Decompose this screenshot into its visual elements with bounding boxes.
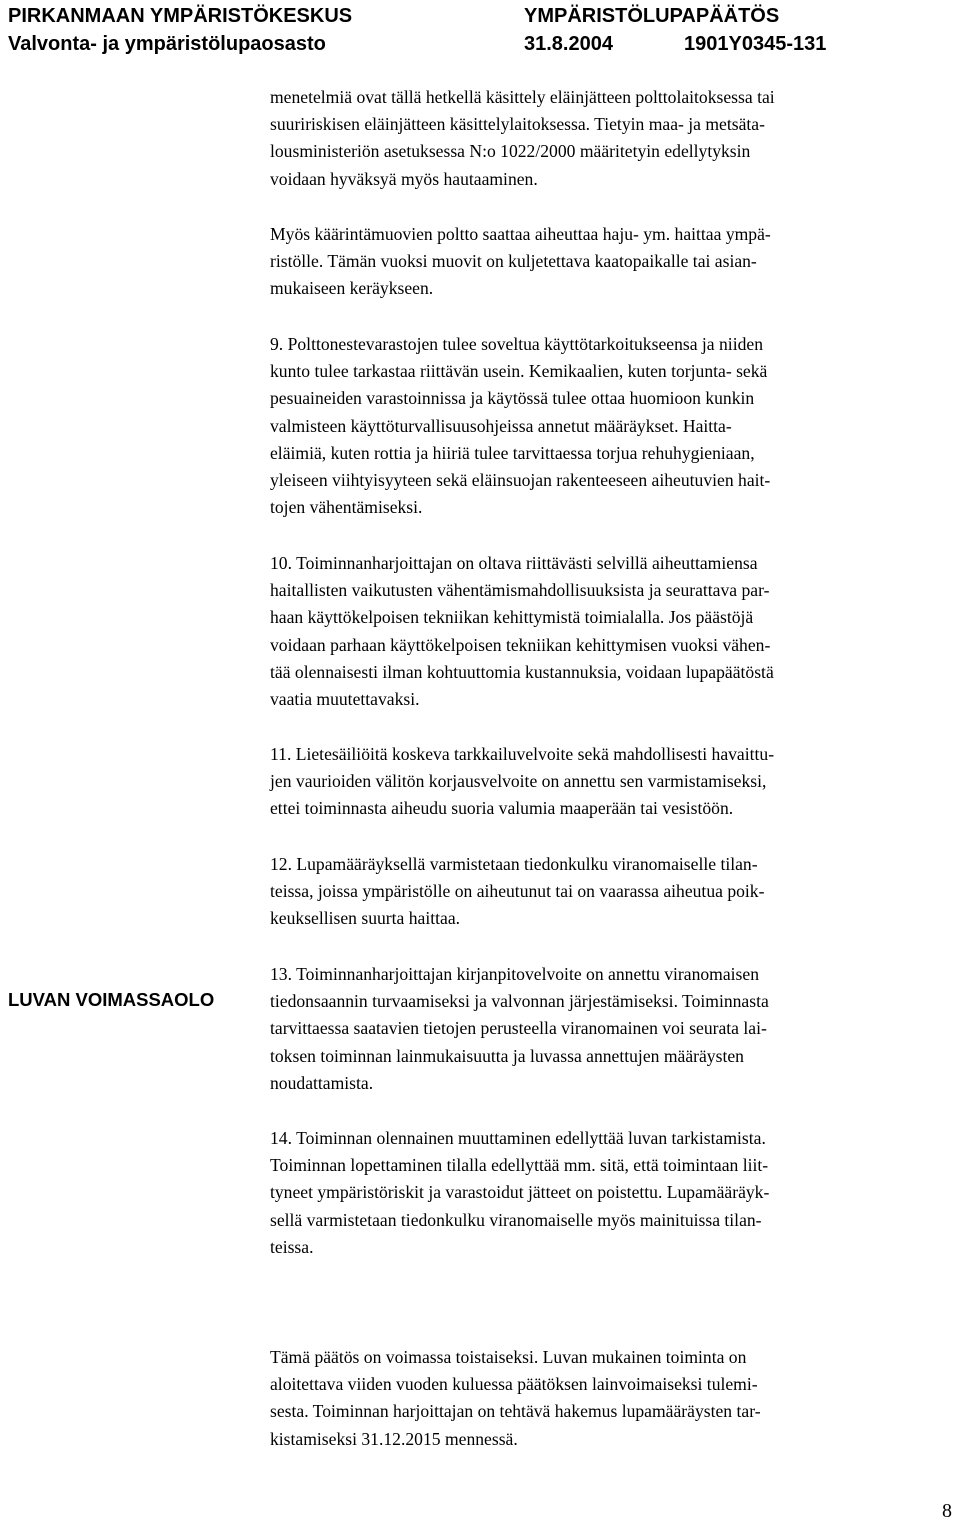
text-line: 12. Lupamääräyksellä varmistetaan tiedonkulku viranomaiselle tilan-	[270, 854, 758, 874]
text-line: 14. Toiminnan olennainen muuttaminen edellyttää luvan tarkistamista.	[270, 1128, 766, 1148]
paragraph-10	[270, 550, 954, 713]
text-line: 10. Toiminnanharjoittajan on oltava riittävästi selvillä aiheuttamiensa	[270, 553, 758, 573]
text-line: sellä varmistetaan tiedonkulku viranomaiselle myös mainituissa tilan-	[270, 1209, 762, 1230]
text-line: voidaan hyväksyä myös hautaaminen.	[270, 168, 538, 189]
text-line: ettei toiminnasta aiheudu suoria valumia maaperään tai vesistöön.	[270, 798, 734, 819]
text-line: teissa.	[270, 1236, 314, 1257]
text-line: tiedonsaannin turvaamiseksi ja valvonnan järjestämiseksi. Toiminnasta	[270, 991, 769, 1012]
section-heading-permit-validity: LUVAN VOIMASSAOLO	[8, 989, 215, 1010]
text-line: Toiminnan lopettaminen tilalla edellyttää mm. sitä, että toimintaan liit-	[270, 1155, 769, 1176]
paragraph-9	[270, 331, 954, 521]
text-line: jen vaurioiden välitön korjausvelvoite on annettu sen varmistamiseksi,	[270, 771, 767, 792]
paragraph-14	[270, 1125, 954, 1261]
text-line: haan käyttökelpoisen tekniikan kehittymistä toimialalla. Jos päästöjä	[270, 607, 754, 628]
text-line: sesta. Toiminnan harjoittajan on tehtävä hakemus lupamääräysten tar-	[270, 1401, 761, 1422]
text-line: suuririskisen eläinjätteen käsittelylaitoksessa. Tietyin maa- ja metsäta-	[270, 114, 765, 135]
header-department: Valvonta- ja ympäristölupaosasto	[8, 33, 326, 55]
text-line: ristölle. Tämän vuoksi muovit on kuljetettava kaatopaikalle tai asian-	[270, 251, 757, 272]
header-date: 31.8.2004	[524, 33, 613, 55]
text-line: 11. Lietesäiliöitä koskeva tarkkailuvelvoite sekä mahdollisesti havaittu-	[270, 744, 775, 764]
text-line: teissa, joissa ympäristölle on aiheutunut tai on vaarassa aiheutua poik-	[270, 881, 765, 902]
paragraph-11	[270, 741, 954, 823]
text-line: yleiseen viihtyisyyteen sekä eläinsuojan rakenteeseen aiheutuvien hait-	[270, 470, 771, 491]
text-line: tojen vähentämiseksi.	[270, 497, 423, 518]
text-line: Tämä päätös on voimassa toistaiseksi. Luvan mukainen toiminta on	[270, 1347, 747, 1367]
text-line: vaatia muutettavaksi.	[270, 689, 420, 710]
text-line: toksen toiminnan lainmukaisuutta ja luvassa annettujen määräysten	[270, 1045, 744, 1066]
paragraph-12	[270, 851, 954, 933]
text-line: menetelmiä ovat tällä hetkellä käsittely eläinjätteen polttolaitoksessa tai	[270, 87, 775, 107]
text-line: tyneet ympäristöriskit ja varastoidut jätteet on poistettu. Lupamääräyk-	[270, 1182, 770, 1203]
text-line: pesuaineiden varastoinnissa ja käytössä tulee ottaa huomioon kunkin	[270, 388, 755, 409]
text-line: mukaiseen keräykseen.	[270, 278, 434, 299]
paragraph-13	[270, 961, 954, 1097]
text-line: tää olennaisesti ilman kohtuuttomia kustannuksia, voidaan lupapäätöstä	[270, 661, 774, 682]
page-number: 8	[942, 1500, 952, 1522]
text-line: keuksellisen suurta haittaa.	[270, 908, 461, 929]
text-line: voidaan parhaan käyttökelpoisen tekniikan kehittymisen vuoksi vähen-	[270, 634, 771, 655]
paragraph-plastic-burning	[270, 221, 954, 303]
text-line: 9. Polttonestevarastojen tulee soveltua käyttötarkoitukseensa ja niiden	[270, 334, 763, 354]
text-line: tarvittaessa saatavien tietojen perusteella viranomainen voi seurata lai-	[270, 1018, 767, 1039]
text-line: lousministeriön asetuksessa N:o 1022/2000 määritetyin edellytyksin	[270, 141, 751, 162]
header-document-type: YMPÄRISTÖLUPAPÄÄTÖS	[524, 5, 780, 27]
paragraph-animal-waste	[270, 84, 954, 193]
text-line: 13. Toiminnanharjoittajan kirjanpitovelvoite on annettu viranomaisen	[270, 964, 759, 984]
text-line: aloitettava viiden vuoden kuluessa päätöksen lainvoimaiseksi tulemi-	[270, 1374, 758, 1395]
text-line: noudattamista.	[270, 1072, 374, 1093]
header-organization: PIRKANMAAN YMPÄRISTÖKESKUS	[8, 5, 353, 27]
text-line: valmisteen käyttöturvallisuusohjeissa annetut määräykset. Haitta-	[270, 415, 732, 436]
text-line: haitallisten vaikutusten vähentämismahdollisuuksista ja seurattava par-	[270, 580, 770, 601]
text-line: Myös käärintämuovien poltto saattaa aiheuttaa haju- ym. haittaa ympä-	[270, 224, 771, 244]
text-line: kistamiseksi 31.12.2015 mennessä.	[270, 1428, 518, 1449]
header-document-number: 1901Y0345-131	[684, 33, 827, 55]
text-line: eläimiä, kuten rottia ja hiiriä tulee tarvittaessa torjua rehuhygieniaan,	[270, 442, 755, 463]
paragraph-permit-validity	[270, 1344, 954, 1453]
text-line: kunto tulee tarkastaa riittävän usein. Kemikaalien, kuten torjunta- sekä	[270, 361, 768, 382]
